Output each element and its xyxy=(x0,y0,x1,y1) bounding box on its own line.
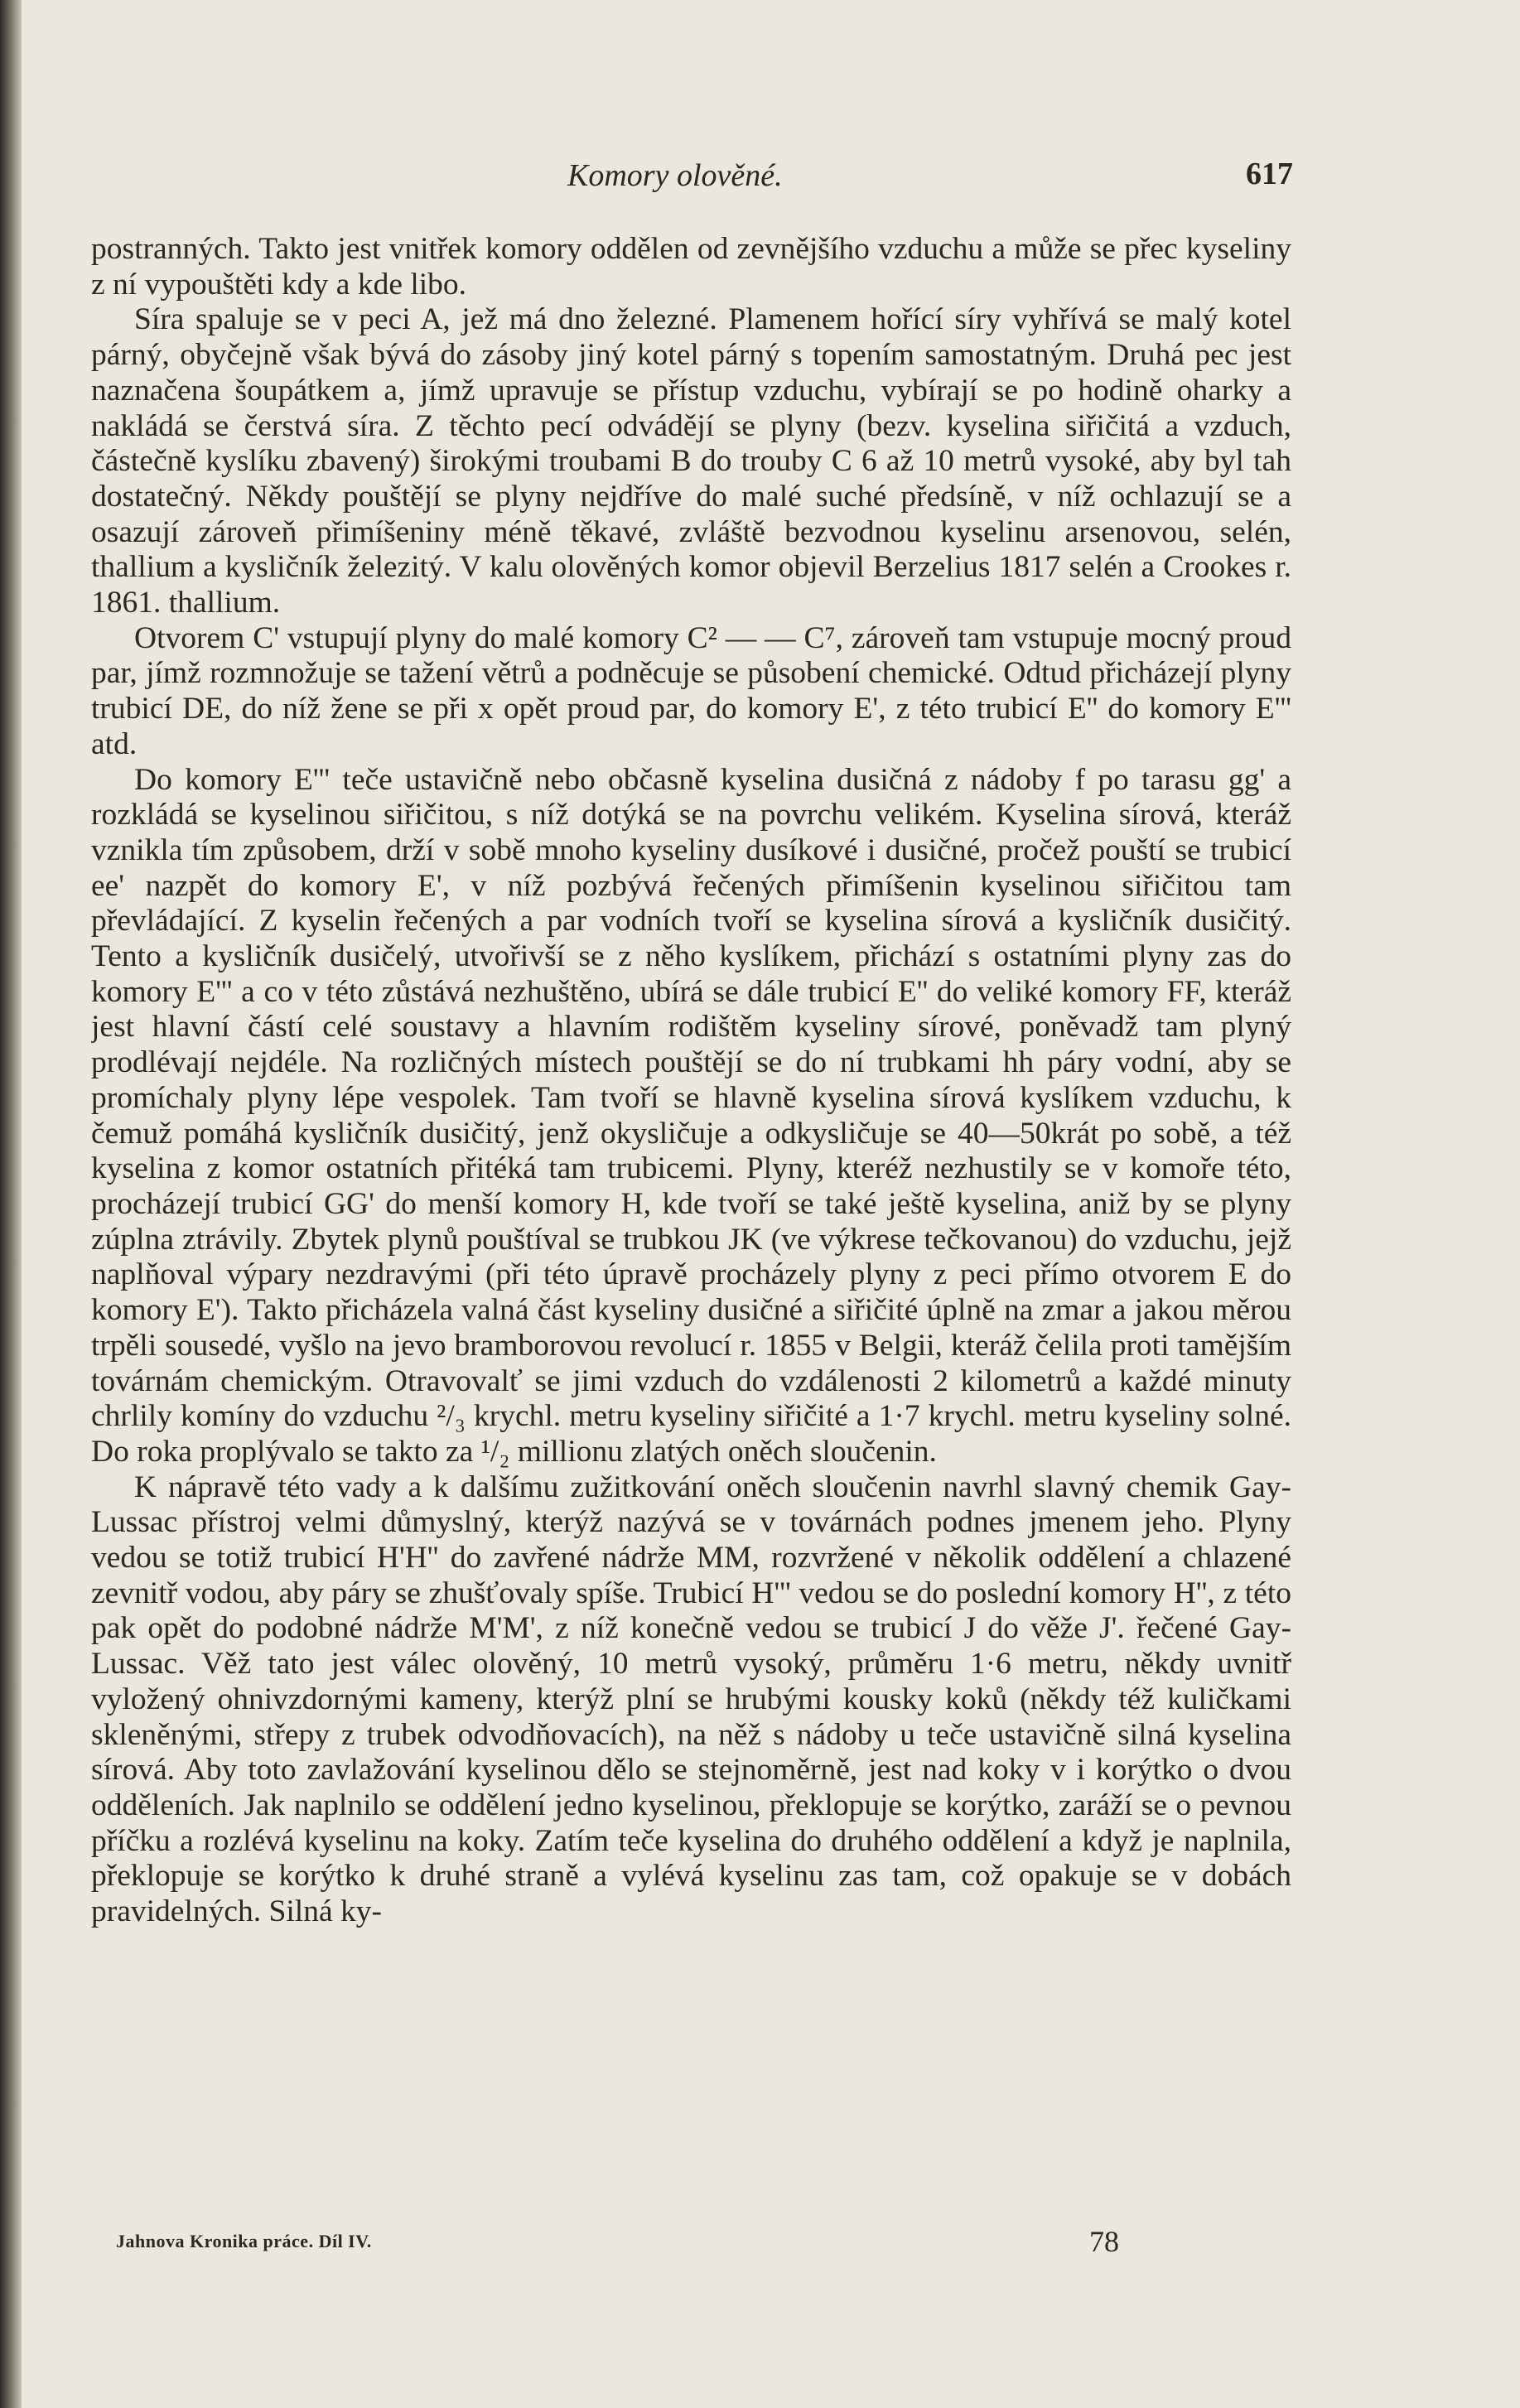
body-text xyxy=(91,232,1291,2220)
page-header xyxy=(91,151,1292,200)
book-spine-shadow xyxy=(0,0,22,2408)
paragraph: K nápravě této vady a k dalšímu zužitkování oněch sloučenin navrhl slavný chemik Gay-Lussac přístroj velmi důmyslný, kterýž nazývá se v továrnách podnes jmenem jeho. Plyny vedou se totiž trubicí H'H'' do zavřené nádrže MM, rozvržené v několik oddělení a chlazené zevnitř vodou, aby páry se zhušťovaly spíše. Trubicí H''' vedou se do poslední komory H'', z této pak opět do podobné nádrže M'M', z níž konečně vedou se trubicí J do věže J'. řečené Gay-Lussac. Věž tato jest válec olověný, 10 metrů vysoký, průměru 1·6 metru, někdy uvnitř vyložený ohnivzdornými kameny, kterýž plní se hrubými kousky koků (někdy též kuličkami skleněnými, střepy z trubek odvodňovacích), na něž s nádoby u teče ustavičně silná kyselina sírová. Aby toto zavlažování kyselinou dělo se stejnoměrně, jest nad koky v i korýtko o dvou odděleních. Jak naplnilo se oddělení jedno kyselinou, překlopuje se korýtko, zaráží se o pevnou příčku a rozlévá kyselinu na koky. Zatím teče kyselina do druhého oddělení a když je naplnila, překlopuje se korýtko k druhé straně a vylévá kyselinu zas tam, což opakuje se v dobách pravidelných. Silná ky- xyxy=(91,1469,1291,1929)
page-footer xyxy=(116,2224,1118,2266)
paragraph: Do komory E''' teče ustavičně nebo občasně kyselina dusičná z nádoby f po tarasu gg' a rozkládá se kyselinou siřičitou, s níž dotýká se na povrchu velikém. Kyselina sírová, kteráž vznikla tím způsobem, drží v sobě mnoho kyseliny dusíkové i dusičné, pročež pouští se trubicí ee' nazpět do komory E', v níž pozbývá řečených přimíšenin kyselinou siřičitou tam převládající. Z kyselin řečených a par vodních tvoří se kyselina sírová a kysličník dusičitý. Tento a kysličník dusičelý, utvořivší se z něho kyslíkem, přichází s ostatními plyny zas do komory E''' a co v této zůstává nezhuštěno, ubírá se dále trubicí E'' do veliké komory FF, kteráž jest hlavní částí celé soustavy a hlavním rodištěm kyseliny sírové, poněvadž tam plyný prodlévají nejdéle. Na rozličných místech pouštějí se do ní trubkami hh páry vodní, aby se promíchaly plyny lépe vespolek. Tam tvoří se hlavně kyselina sírová kyslíkem vzduchu, k čemuž pomáhá kysličník dusičitý, jenž okysličuje a odkysličuje se 40—50krát po sobě, a též kyselina z komor ostatních přitéká tam trubicemi. Plyny, kteréž nezhustily se v komoře této, procházejí trubicí GG' do menší komory H, kde tvoří se také ještě kyselina, aniž by se plyny zúplna ztrávily. Zbytek plynů pouštíval se trubkou JK (ve výkrese tečkovanou) do vzduchu, jejž naplňoval výpary nezdravými (při této úpravě procházely plyny z peci přímo otvorem E do komory E'). Takto přicházela valná část kyseliny dusičné a siřičité úplně na zmar a jakou měrou trpěli sousedé, vyšlo na jevo bramborovou revolucí r. 1855 v Belgii, kteráž čelila proti tamějším továrnám chemickým. Otravovalť se jimi vzduch do vzdálenosti 2 kilometrů a každé minuty chrlily komíny do vzduchu ²/₃ krychl. metru kyseliny siřičité a 1·7 krychl. metru kyseliny solné. Do roka proplývalo se takto za ¹/₂ millionu zlatých oněch sloučenin. xyxy=(91,762,1291,1469)
running-title: Komory olověné. xyxy=(567,158,783,193)
publisher-line: Jahnova Kronika práce. Díl IV. xyxy=(116,2231,372,2251)
paragraph: Otvorem C' vstupují plyny do malé komory C² — — C⁷, zároveň tam vstupuje mocný proud par, jímž rozmnožuje se tažení větrů a podněcuje se působení chemické. Odtud přicházejí plyny trubicí DE, do níž žene se při x opět proud par, do komory E', z této trubicí E'' do komory E''' atd. xyxy=(91,620,1291,761)
page-number: 617 xyxy=(1246,157,1293,191)
paragraph: postranných. Takto jest vnitřek komory oddělen od zevnějšího vzduchu a může se přec kyseliny z ní vypouštěti kdy a kde libo. xyxy=(91,232,1291,302)
paragraph: Síra spaluje se v peci A, jež má dno železné. Plamenem hořící síry vyhřívá se malý kotel párný, obyčejně však bývá do zásoby jiný kotel párný s topením samostatným. Druhá pec jest naznačena šoupátkem a, jímž upravuje se přístup vzduchu, vybírají se po hodině oharky a nakládá se čerstvá síra. Z těchto pecí odvádějí se plyny (bezv. kyselina siřičitá a vzduch, částečně kyslíku zbavený) širokými troubami B do trouby C 6 až 10 metrů vysoké, aby byl tah dostatečný. Někdy pouštějí se plyny nejdříve do malé suché předsíně, v níž ochlazují se a osazují zároveň přimíšeniny méně těkavé, zvláště bezvodnou kyselinu arsenovou, selén, thallium a kysličník železitý. V kalu olověných komor objevil Berzelius 1817 selén a Crookes r. 1861. thallium. xyxy=(91,302,1291,620)
sheet-number: 78 xyxy=(1089,2225,1119,2258)
